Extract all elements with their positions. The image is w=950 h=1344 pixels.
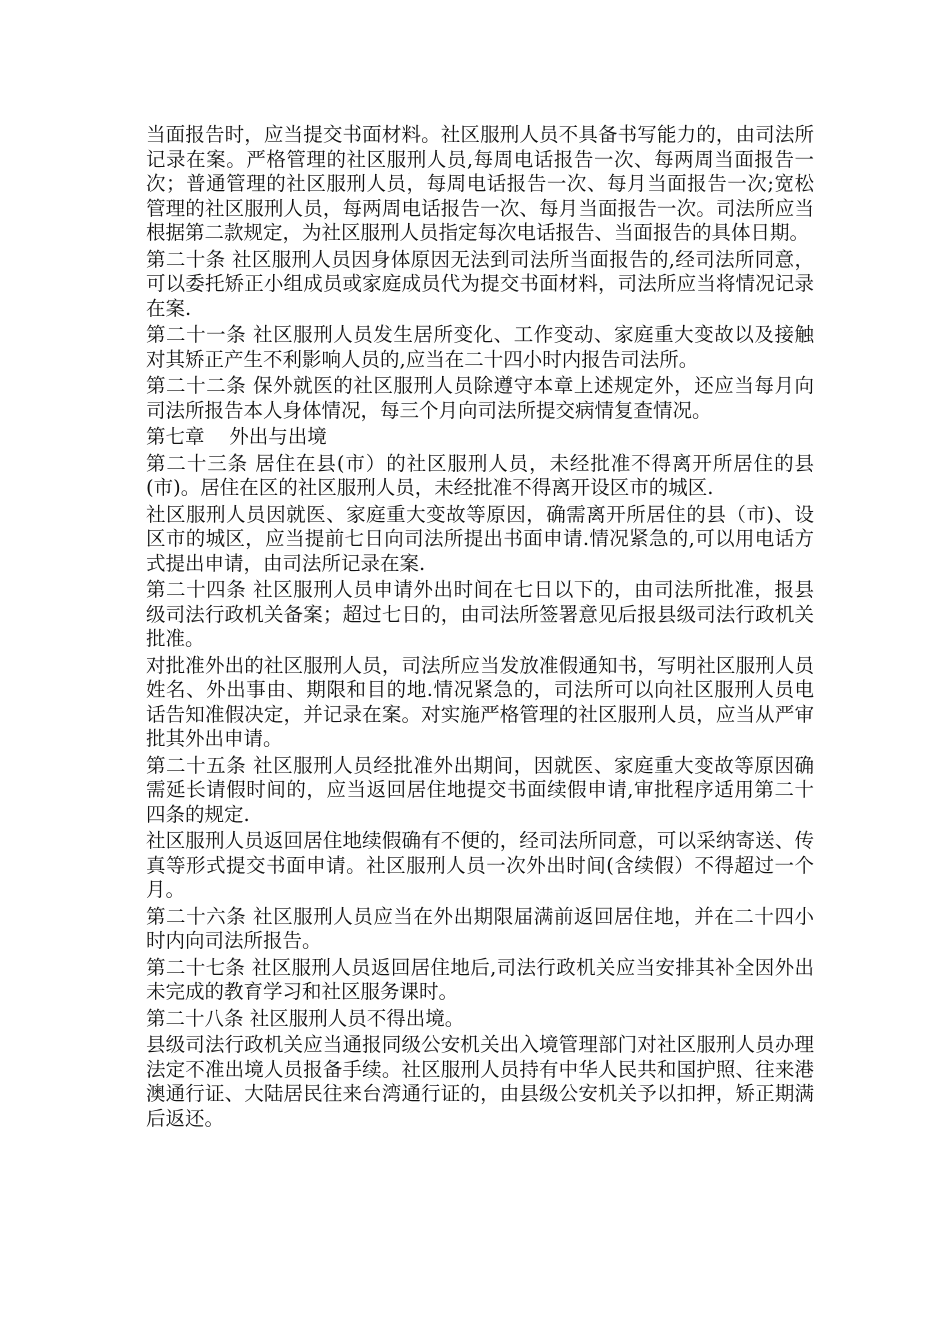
paragraph-article-24-clause-2: 对批准外出的社区服刑人员，司法所应当发放准假通知书，写明社区服刑人员姓名、外出事由、期限和目的地.情况紧急的，司法所可以向社区服刑人员电话告知准假决定，并记录在案。对实施严格管理的社区服刑人员，应当从严审批其外出申请。 (146, 653, 814, 750)
paragraph-article-24: 第二十四条 社区服刑人员申请外出时间在七日以下的，由司法所批准，报县级司法行政机关备案；超过七日的，由司法所签署意见后报县级司法行政机关批准。 (146, 578, 814, 650)
paragraph-article-25: 第二十五条 社区服刑人员经批准外出期间，因就医、家庭重大变故等原因确需延长请假时间的，应当返回居住地提交书面续假申请,审批程序适用第二十四条的规定. (146, 753, 814, 826)
paragraph-article-23: 第二十三条 居住在县(市）的社区服刑人员，未经批准不得离开所居住的县(市)。居住在区的社区服刑人员，未经批准不得离开设区市的城区. (146, 451, 814, 499)
paragraph-article-25-clause-2: 社区服刑人员返回居住地续假确有不便的，经司法所同意，可以采纳寄送、传真等形式提交书面申请。社区服刑人员一次外出时间(含续假）不得超过一个月。 (146, 829, 814, 901)
paragraph-article-26: 第二十六条 社区服刑人员应当在外出期限届满前返回居住地，并在二十四小时内向司法所报告。 (146, 904, 814, 952)
paragraph-article-20: 第二十条 社区服刑人员因身体原因无法到司法所当面报告的,经司法所同意，可以委托矫正小组成员或家庭成员代为提交书面材料，司法所应当将情况记录在案. (146, 247, 814, 320)
paragraph-article-22: 第二十二条 保外就医的社区服刑人员除遵守本章上述规定外，还应当每月向司法所报告本人身体情况，每三个月向司法所提交病情复查情况。 (146, 374, 814, 422)
paragraph-article-28: 第二十八条 社区服刑人员不得出境。 (146, 1006, 465, 1030)
document-body (146, 123, 814, 1131)
paragraph-article-28-clause-2: 县级司法行政机关应当通报同级公安机关出入境管理部门对社区服刑人员办理法定不准出境人员报备手续。社区服刑人员持有中华人民共和国护照、往来港澳通行证、大陆居民往来台湾通行证的，由县级公安机关予以扣押，矫正期满后返还。 (146, 1033, 814, 1130)
paragraph-reporting-continuation: 当面报告时，应当提交书面材料。社区服刑人员不具备书写能力的，由司法所记录在案。严格管理的社区服刑人员,每周电话报告一次、每两周当面报告一次；普通管理的社区服刑人员，每周电话报告一次、每月当面报告一次;宽松管理的社区服刑人员，每两周电话报告一次、每月当面报告一次。司法所应当根据第二款规定，为社区服刑人员指定每次电话报告、当面报告的具体日期。 (146, 123, 814, 244)
chapter-7-heading: 第七章 外出与出境 (146, 425, 327, 448)
paragraph-article-21: 第二十一条 社区服刑人员发生居所变化、工作变动、家庭重大变故以及接触对其矫正产生不利影响人员的,应当在二十四小时内报告司法所。 (146, 323, 814, 371)
paragraph-article-27: 第二十七条 社区服刑人员返回居住地后,司法行政机关应当安排其补全因外出未完成的教育学习和社区服务课时。 (146, 955, 814, 1003)
paragraph-article-23-clause-2: 社区服刑人员因就医、家庭重大变故等原因，确需离开所居住的县（市)、设区市的城区，应当提前七日向司法所提出书面申请.情况紧急的,可以用电话方式提出申请，由司法所记录在案. (146, 502, 814, 575)
